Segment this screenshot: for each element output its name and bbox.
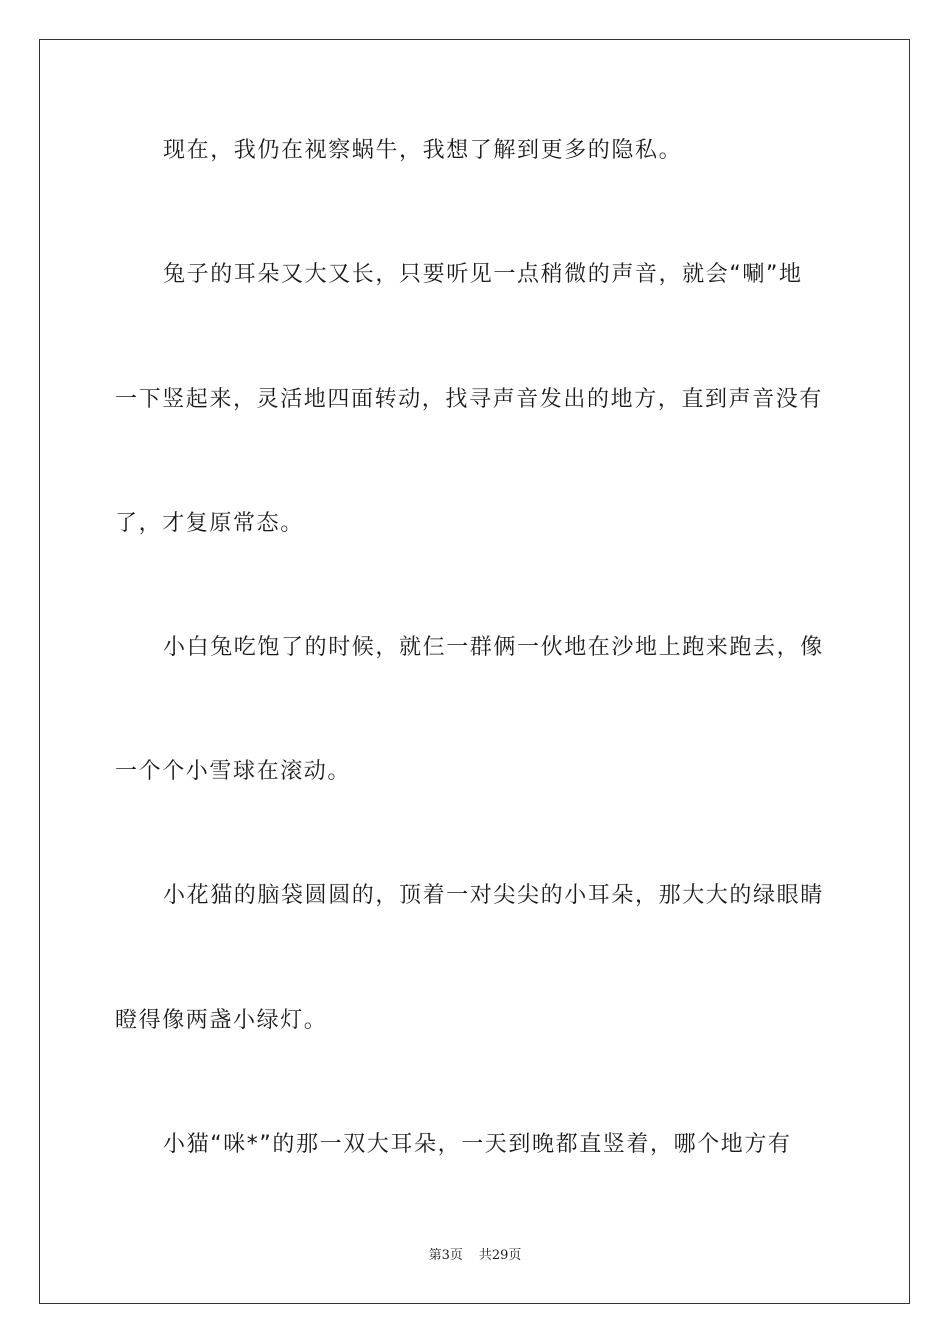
total-pages: 共29页 xyxy=(478,1248,522,1263)
paragraph-line: 小白兔吃饱了的时候，就仨一群俩一伙地在沙地上跑来跑去，像 xyxy=(163,635,824,660)
paragraph-line: 小花猫的脑袋圆圆的，顶着一对尖尖的小耳朵，那大大的绿眼睛 xyxy=(163,883,824,908)
paragraph-line: 一下竖起来，灵活地四面转动，找寻声音发出的地方，直到声音没有 xyxy=(115,387,824,412)
paragraph-line: 小猫“咪*”的那一双大耳朵，一天到晚都直竖着，哪个地方有 xyxy=(163,1132,792,1157)
paragraph-line: 瞪得像两盏小绿灯。 xyxy=(115,1008,328,1033)
page-footer xyxy=(0,1247,950,1265)
paragraph-line: 一个个小雪球在滚动。 xyxy=(115,759,352,784)
paragraph-line: 现在，我仍在视察蜗牛，我想了解到更多的隐私。 xyxy=(163,138,683,163)
page-number: 第3页 xyxy=(428,1248,463,1263)
paragraph-line: 兔子的耳朵又大又长，只要听见一点稍微的声音，就会“唰”地 xyxy=(163,262,803,287)
page-border xyxy=(39,39,910,1304)
paragraph-line: 了，才复原常态。 xyxy=(115,511,304,536)
